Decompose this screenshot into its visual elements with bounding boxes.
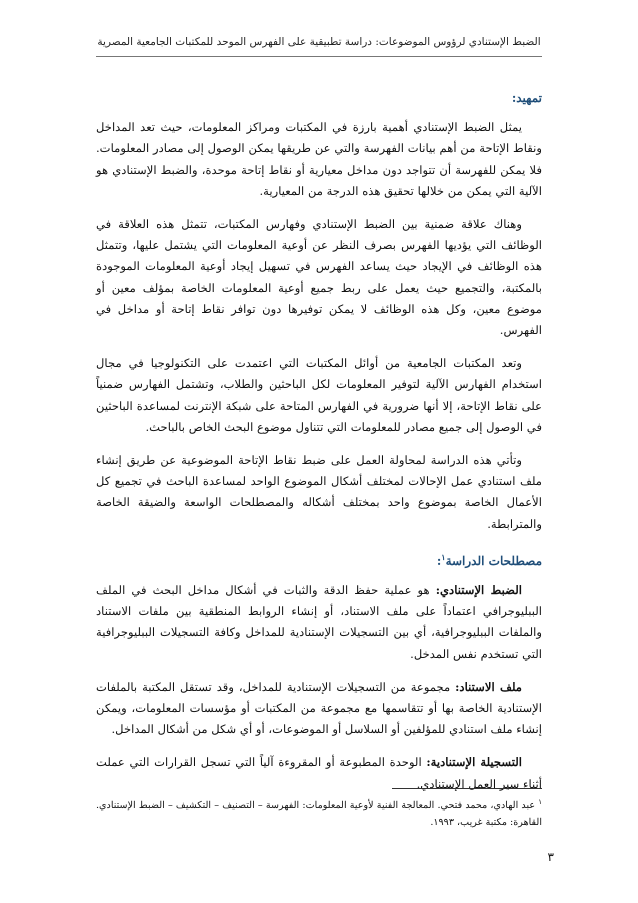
terms-heading-text: مصطلحات الدراسة <box>445 553 542 568</box>
term-definition <box>96 580 542 665</box>
page-number: ٣ <box>547 850 554 864</box>
footnote-number: ١ <box>538 798 542 806</box>
term-label: الضبط الإستنادي: <box>435 583 522 598</box>
intro-paragraph: يمثل الضبط الإستنادي أهمية بارزة في المكتبات ومراكز المعلومات، حيث تعد المداخل ونقاط الإتاحة من أهم بيانات الفهرسة والتي عن طريقها يمكن الوصول إلى مصادر المعلومات. فلا يمكن للفهرسة أن تتواجد دون مداخل معيارية أو نقاط إتاحة موحدة، والضبط الإستنادي هو الآلية التي يمكن من خلالها تحقيق هذه الدرجة من المعيارية. <box>96 120 543 198</box>
terms-heading-colon: : <box>436 553 442 568</box>
term-text: الوحدة المطبوعة أو المقروءة آلياً التي تسجل القرارات التي عملت أثناء سير العمل الإستنادي. <box>96 755 542 791</box>
intro-paragraph: وهناك علاقة ضمنية بين الضبط الإستنادي وفهارس المكتبات، تتمثل هذه العلاقة في الوظائف التي يؤديها الفهرس بصرف النظر عن أوعية المعلومات التي يشتمل عليها، وتتمثل هذه الوظائف في الإيجاد حيث يساعد الفهرس في تسهيل إيجاد أوعية المعلومات الموجودة بالمكتبة، والتجميع حيث يعمل على ربط جميع أوعية المعلومات الخاصة بمؤلف معين أو موضوع معين، وكل هذه الوظائف لا يمكن توفيرها دون توافر نقاط إتاحة أو مداخل في الفهرس. <box>96 217 542 338</box>
term-label: ملف الاستناد: <box>455 679 522 694</box>
intro-paragraph: وتأتي هذه الدراسة لمحاولة العمل على ضبط نقاط الإتاحة الموضوعية عن طريق إنشاء ملف استنادي عمل الإحالات لمختلف أشكال الموضوع الواحد لمساعدة الباحث في تجميع كل الأعمال الخاصة بموضوع واحد بمختلف أشكاله والمصطلحات الواسعة والضيقة الخاصة والمترابطة. <box>96 453 542 531</box>
term-text: مجموعة من التسجيلات الإستنادية للمداخل، وقد تستقل المكتبة بالملفات الإستنادية الخاصة بها أو تتقاسمها مع مجموعة من المكتبات أو مؤسسات المعلومات، ويمكن إنشاء ملف استنادي للمؤلفين أو السلاسل أو الموضوعات، أو أي شكل من أشكال المداخل. <box>96 679 542 737</box>
header-rule <box>96 56 542 57</box>
running-header: الضبط الإستنادي لرؤوس الموضوعات: دراسة تطبيقية على الفهرس الموحد للمكتبات الجامعية المصرية <box>97 36 541 48</box>
term-text: هو عملية حفظ الدقة والثبات في أشكال مداخل البحث في الملف الببليوجرافي اعتماداً على ملف الاستناد، أو إنشاء الروابط المنطقية بين ملفات الاستناد والملفات الببليوجرافية، أي بين التسجيلات الإستنادية للمداخل وكافة التسجيلات الببليوجرافية التي تستخدم نفس المدخل. <box>96 583 542 661</box>
footnote-text: عبد الهادي، محمد فتحي. المعالجة الفنية لأوعية المعلومات: الفهرسة – التصنيف – التكشيف – الضبط الإستنادي. القاهرة: مكتبة غريب، ١٩٩٣. <box>96 800 542 829</box>
footnote-reference[interactable]: ١ <box>441 551 446 562</box>
body-text <box>96 88 542 807</box>
footnote <box>96 794 542 831</box>
term-definition <box>96 677 542 741</box>
footnote-rule <box>392 788 542 789</box>
intro-heading: تمهيد: <box>511 91 542 105</box>
term-label: التسجيلة الإستنادية: <box>426 755 522 770</box>
intro-paragraph: وتعد المكتبات الجامعية من أوائل المكتبات التي اعتمدت على التكنولوجيا في مجال استخدام الفهارس الآلية لتوفير المعلومات لكل الباحثين والطلاب، وتشتمل الفهارس ضمنياً على نقاط الإتاحة، إلا أنها ضرورية في الفهارس المتاحة على شبكة الإنترنت لمساعدة الباحثين في الوصول إلى جميع مصادر للمعلومات التي تتناول موضوع البحث الخاص بالباحث. <box>96 356 542 434</box>
terms-heading <box>96 547 542 572</box>
